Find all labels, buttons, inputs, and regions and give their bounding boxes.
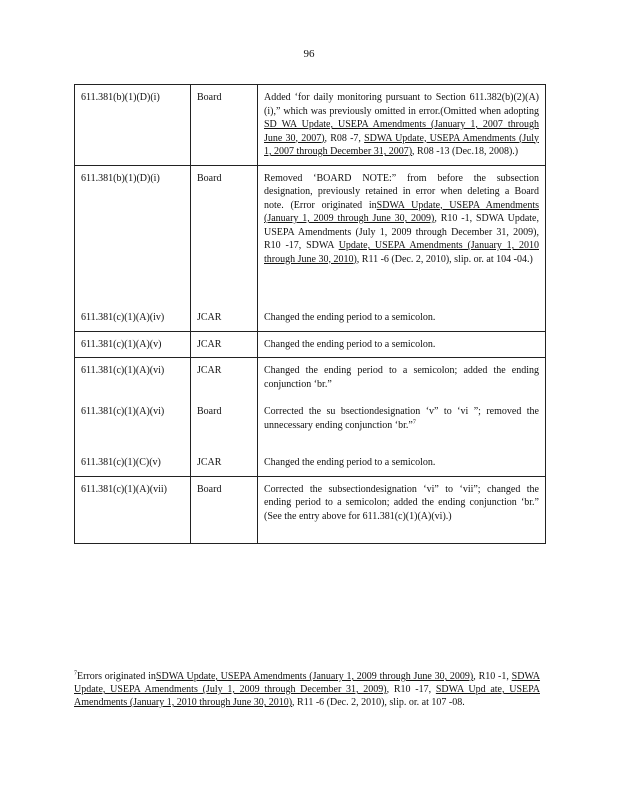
description-cell: Changed the ending period to a semicolon. (258, 331, 546, 358)
footnote: $^7$Errors originated inSDWA Update, USEPA Amendments (January 1, 2009 through June 30, 2009), R10 -1, SDWA Update, USEPA Amendments (July 1, 2009 through December 31, 2009), R10 -17, SDWA Upd ate, USEPA Amendments (January 1, 2010 through June 30, 2010), R11 -6 (Dec. 2, 2010), slip. or. at 107 -08. (74, 670, 541, 708)
source-cell (191, 331, 258, 358)
footnote-marker: 7 (74, 670, 77, 677)
citation-link: SDWA Update, USEPA Amendments (July 1, 2007 through December 31, 2007) (264, 132, 539, 157)
table-row (75, 85, 546, 166)
citation-link: SDWA Update, USEPA Amendments (January 1, 2009 through June 30, 2009) (264, 199, 540, 224)
section-ref: 611.381(c)(1)(A)(iv) (81, 312, 165, 323)
section-ref: 611.381(c)(1)(A)(vi) (81, 365, 165, 376)
footnote-marker: 7 (412, 419, 416, 426)
page-number: 96 (303, 48, 315, 60)
section-ref: 611.381(b)(1)(D)(i) (81, 172, 160, 184)
section-ref: 611.381(c)(1)(A)(vi) (81, 405, 165, 417)
table-row (75, 358, 546, 477)
section-cell (75, 165, 191, 331)
source-cell (191, 85, 258, 166)
source-label: JCAR (197, 457, 222, 468)
citation-link: SD WA Update, USEPA Amendments (January 1, 2007 through June 30, 2007) (264, 119, 539, 144)
table-row (75, 165, 546, 331)
changes-table (74, 84, 546, 544)
table-row (75, 331, 546, 358)
section-cell (75, 85, 191, 166)
source-label: JCAR (197, 312, 222, 323)
source-cell (191, 476, 258, 543)
section-cell (75, 331, 191, 358)
source-label: JCAR (197, 338, 222, 350)
source-label: JCAR (197, 365, 222, 376)
citation-link: SDWA Update, USEPA Amendments (January 1, 2009 through June 30, 2009) (155, 671, 474, 682)
source-cell (191, 165, 258, 331)
section-ref: 611.381(c)(1)(C)(v) (81, 457, 161, 468)
source-label: Board (197, 405, 222, 417)
citation-link: SDWA Update, USEPA Amendments (July 1, 2009 through December 31, 2009) (74, 671, 541, 695)
section-cell (75, 476, 191, 543)
description-cell: Added ‘for daily monitoring pursuant to Section 611.382(b)(2)(A)(i),” which was previously omitted in error.(Omitted when adopting SD WA Update, USEPA Amendments (January 1, 2007 through June 30, 2007), R08 -7, SDWA Update, USEPA Amendments (July 1, 2007 through December 31, 2007), R08 -13 (Dec.18, 2008).) (258, 85, 546, 166)
citation-link: Update, USEPA Amendments (January 1, 2010 through June 30, 2010) (264, 240, 539, 265)
section-ref: 611.381(c)(1)(A)(v) (81, 338, 162, 350)
description-cell: Removed ‘BOARD NOTE:” from before the subsection designation, previously retained in error when deleting a Board note. (Error originated inSDWA Update, USEPA Amendments (January 1, 2009 through June 30, 2009), R10 -1, SDWA Update, USEPA Amendments (July 1, 2009 through December 31, 2009), R10 -17, SDWA Update, USEPA Amendments (January 1, 2010 through June 30, 2010), R11 -6 (Dec. 2, 2010), slip. or. at 104 -04.) Changed the ending period to a semicolon. (258, 165, 546, 331)
source-label: Board (197, 483, 222, 495)
section-cell (75, 358, 191, 477)
section-ref: 611.381(c)(1)(A)(vii) (81, 483, 167, 495)
source-label: Board (197, 172, 222, 184)
source-label: Board (197, 92, 222, 103)
source-cell (191, 358, 258, 477)
table-row (75, 476, 546, 543)
section-ref: 611.381(b)(1)(D)(i) (81, 92, 160, 103)
description-cell: Corrected the subsectiondesignation ‘vi” to ‘vii”; changed the ending period to a semicolon; added the ending conjunction ‘br.” (See the entry above for 611.381(c)(1)(A)(vi).) (258, 476, 546, 543)
description-cell: Changed the ending period to a semicolon; added the ending conjunction ‘br.” Corrected the su bsectiondesignation ‘v” to ‘vi ”; removed the unnecessary ending conjunction ‘br.”$^7$ Changed the ending period to a semicolon. (258, 358, 546, 477)
citation-link: SDWA Upd ate, USEPA Amendments (January 1, 2010 through June 30, 2010) (74, 684, 540, 708)
